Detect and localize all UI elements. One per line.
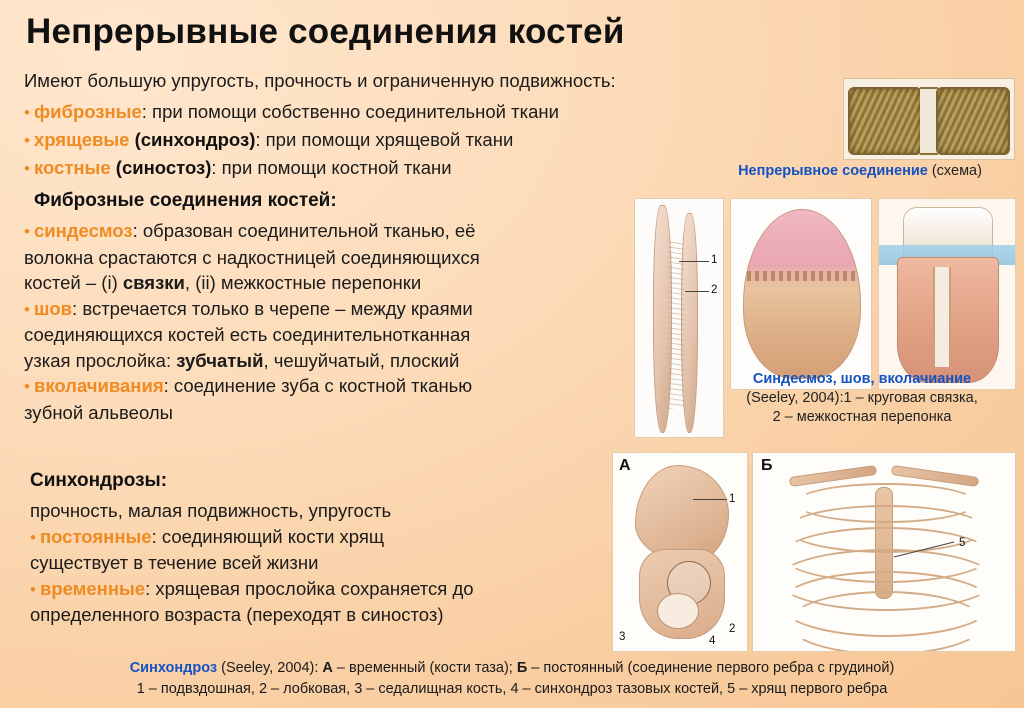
rib-pair xyxy=(787,591,985,652)
bullet-dot-icon: • xyxy=(24,377,30,396)
caption-bottom-bold-a: А xyxy=(322,660,333,676)
fibrous-term: вколачивания xyxy=(33,375,164,396)
intro-bullet-rest: : при помощи костной ткани xyxy=(211,157,452,178)
figure-label-2: 2 xyxy=(711,284,718,296)
figure-continuous-joint-schema xyxy=(843,78,1015,160)
synchondrosis-term: временные xyxy=(39,577,146,599)
caption-middle-figures xyxy=(700,370,1024,427)
synchondrosis-block xyxy=(30,498,670,628)
synchondrosis-line: : хрящевая прослойка сохраняется до xyxy=(145,577,474,599)
caption-schema-title: Непрерывное соединение xyxy=(738,163,928,179)
intro-bullet-rest: : при помощи собственно соединительной ткани xyxy=(141,101,559,122)
caption-bottom-c: – постоянный (соединение первого ребра с грудиной) xyxy=(527,660,895,676)
caption-middle-title: Синдесмоз, шов, вколачиание xyxy=(752,371,972,387)
fibrous-heading: Фиброзные соединения костей: xyxy=(34,190,337,211)
fibrous-term: синдесмоз xyxy=(33,220,133,241)
figure-label-3: 3 xyxy=(619,631,626,643)
obturator-foramen xyxy=(657,593,699,629)
list-item xyxy=(24,373,704,400)
caption-bottom-line2: 1 – подвздошная, 2 – лобковая, 3 – седалищная кость, 4 – синхондроз тазовых костей, 5 – хрящ первого ребра xyxy=(136,681,888,697)
list-item xyxy=(24,154,694,182)
figure-label-2: 2 xyxy=(729,623,736,635)
figure-label-4: 4 xyxy=(709,635,716,647)
page-title: Непрерывные соединения костей xyxy=(26,12,625,51)
fibrous-line: : соединение зуба с костной тканью xyxy=(163,375,473,396)
fibrous-term: шов xyxy=(33,297,73,319)
leader-line xyxy=(685,291,709,292)
synchondrosis-line: существует в течение всей жизни xyxy=(30,552,319,573)
caption-bottom-title: Синхондроз xyxy=(129,660,218,676)
bullet-dot-icon: • xyxy=(30,579,36,599)
caption-middle-line2: (Seeley, 2004):1 – круговая связка, xyxy=(746,390,978,406)
list-item xyxy=(30,524,670,551)
intro-text: Имеют большую упругость, прочность и ограниченную подвижность: xyxy=(24,70,616,91)
intro-bullet-term: фиброзные xyxy=(33,101,142,122)
bullet-dot-icon: • xyxy=(24,103,30,122)
skull-cap xyxy=(743,209,861,379)
figure-letter-a: А xyxy=(619,457,631,474)
tooth-pulp-cavity xyxy=(933,267,951,367)
fibrous-line: зубной альвеолы xyxy=(24,401,173,423)
fibrous-line-3 xyxy=(24,270,704,296)
intro-bullet-term: хрящевые xyxy=(33,129,130,150)
leader-line xyxy=(679,261,709,262)
synchondrosis-heading: Синхондрозы: xyxy=(30,470,168,491)
caption-schema xyxy=(700,162,1020,181)
fibrous-line: : образован соединительной тканью, её xyxy=(132,220,476,241)
list-item xyxy=(24,98,694,126)
intro-bullet-rest: : при помощи хрящевой ткани xyxy=(255,129,514,150)
bullet-dot-icon: • xyxy=(24,222,30,241)
fibrous-line: : встречается только в черепе – между краями xyxy=(72,297,473,319)
fibrous-line: узкая прослойка: зубчатый, чешуйчатый, плоский xyxy=(24,349,460,371)
bullet-dot-icon: • xyxy=(24,131,30,150)
interosseous-membrane xyxy=(668,239,684,409)
fibrous-block xyxy=(24,218,704,425)
figure-label-1: 1 xyxy=(729,493,736,505)
bone-end-right xyxy=(936,87,1010,155)
fibrous-line: соединяющихся костей есть соединительнотканная xyxy=(24,324,471,345)
bullet-dot-icon: • xyxy=(24,159,30,178)
list-item xyxy=(24,296,704,323)
list-item xyxy=(24,218,704,245)
caption-bottom-bold-b: Б xyxy=(516,660,528,676)
list-item xyxy=(30,576,670,603)
figure-label-5: 5 xyxy=(959,537,966,549)
caption-bottom-b: – временный (кости таза); xyxy=(332,660,517,676)
leader-line xyxy=(693,499,727,500)
figure-letter-b: Б xyxy=(761,457,773,474)
synchondrosis-line: : соединяющий кости хрящ xyxy=(151,525,385,547)
figure-ribcage xyxy=(752,452,1016,652)
intro-bullet-term: костные xyxy=(33,157,111,178)
figure-skull-suture xyxy=(730,198,872,390)
caption-bottom xyxy=(18,658,1006,700)
fibrous-line-3-text: костей – (i) связки, (ii) межкостные перепонки xyxy=(24,272,422,293)
caption-middle-line3: 2 – межкостная перепонка xyxy=(772,409,952,425)
caption-bottom-a: (Seeley, 2004): xyxy=(217,660,323,676)
bullet-dot-icon: • xyxy=(30,527,36,547)
bullet-dot-icon: • xyxy=(24,299,30,319)
caption-bottom-line1 xyxy=(18,658,1006,679)
intro-bullet-list xyxy=(24,98,694,182)
figure-label-1: 1 xyxy=(711,254,718,266)
intro-bullet-mid: (синхондроз) xyxy=(129,129,256,150)
figure-pelvis xyxy=(612,452,748,652)
synchondrosis-subline: прочность, малая подвижность, упругость xyxy=(30,500,392,521)
figure-tooth-gomphosis xyxy=(878,198,1016,390)
bone-end-left xyxy=(848,87,922,155)
intro-bullet-mid: (синостоз) xyxy=(110,157,212,178)
fibrous-line: волокна срастаются с надкостницей соединяющихся xyxy=(24,246,480,268)
list-item xyxy=(24,126,694,154)
synchondrosis-line: определенного возраста (переходят в синостоз) xyxy=(30,604,444,625)
caption-schema-rest: (схема) xyxy=(927,163,982,179)
suture-line xyxy=(747,271,855,281)
synchondrosis-term: постоянные xyxy=(39,525,152,547)
